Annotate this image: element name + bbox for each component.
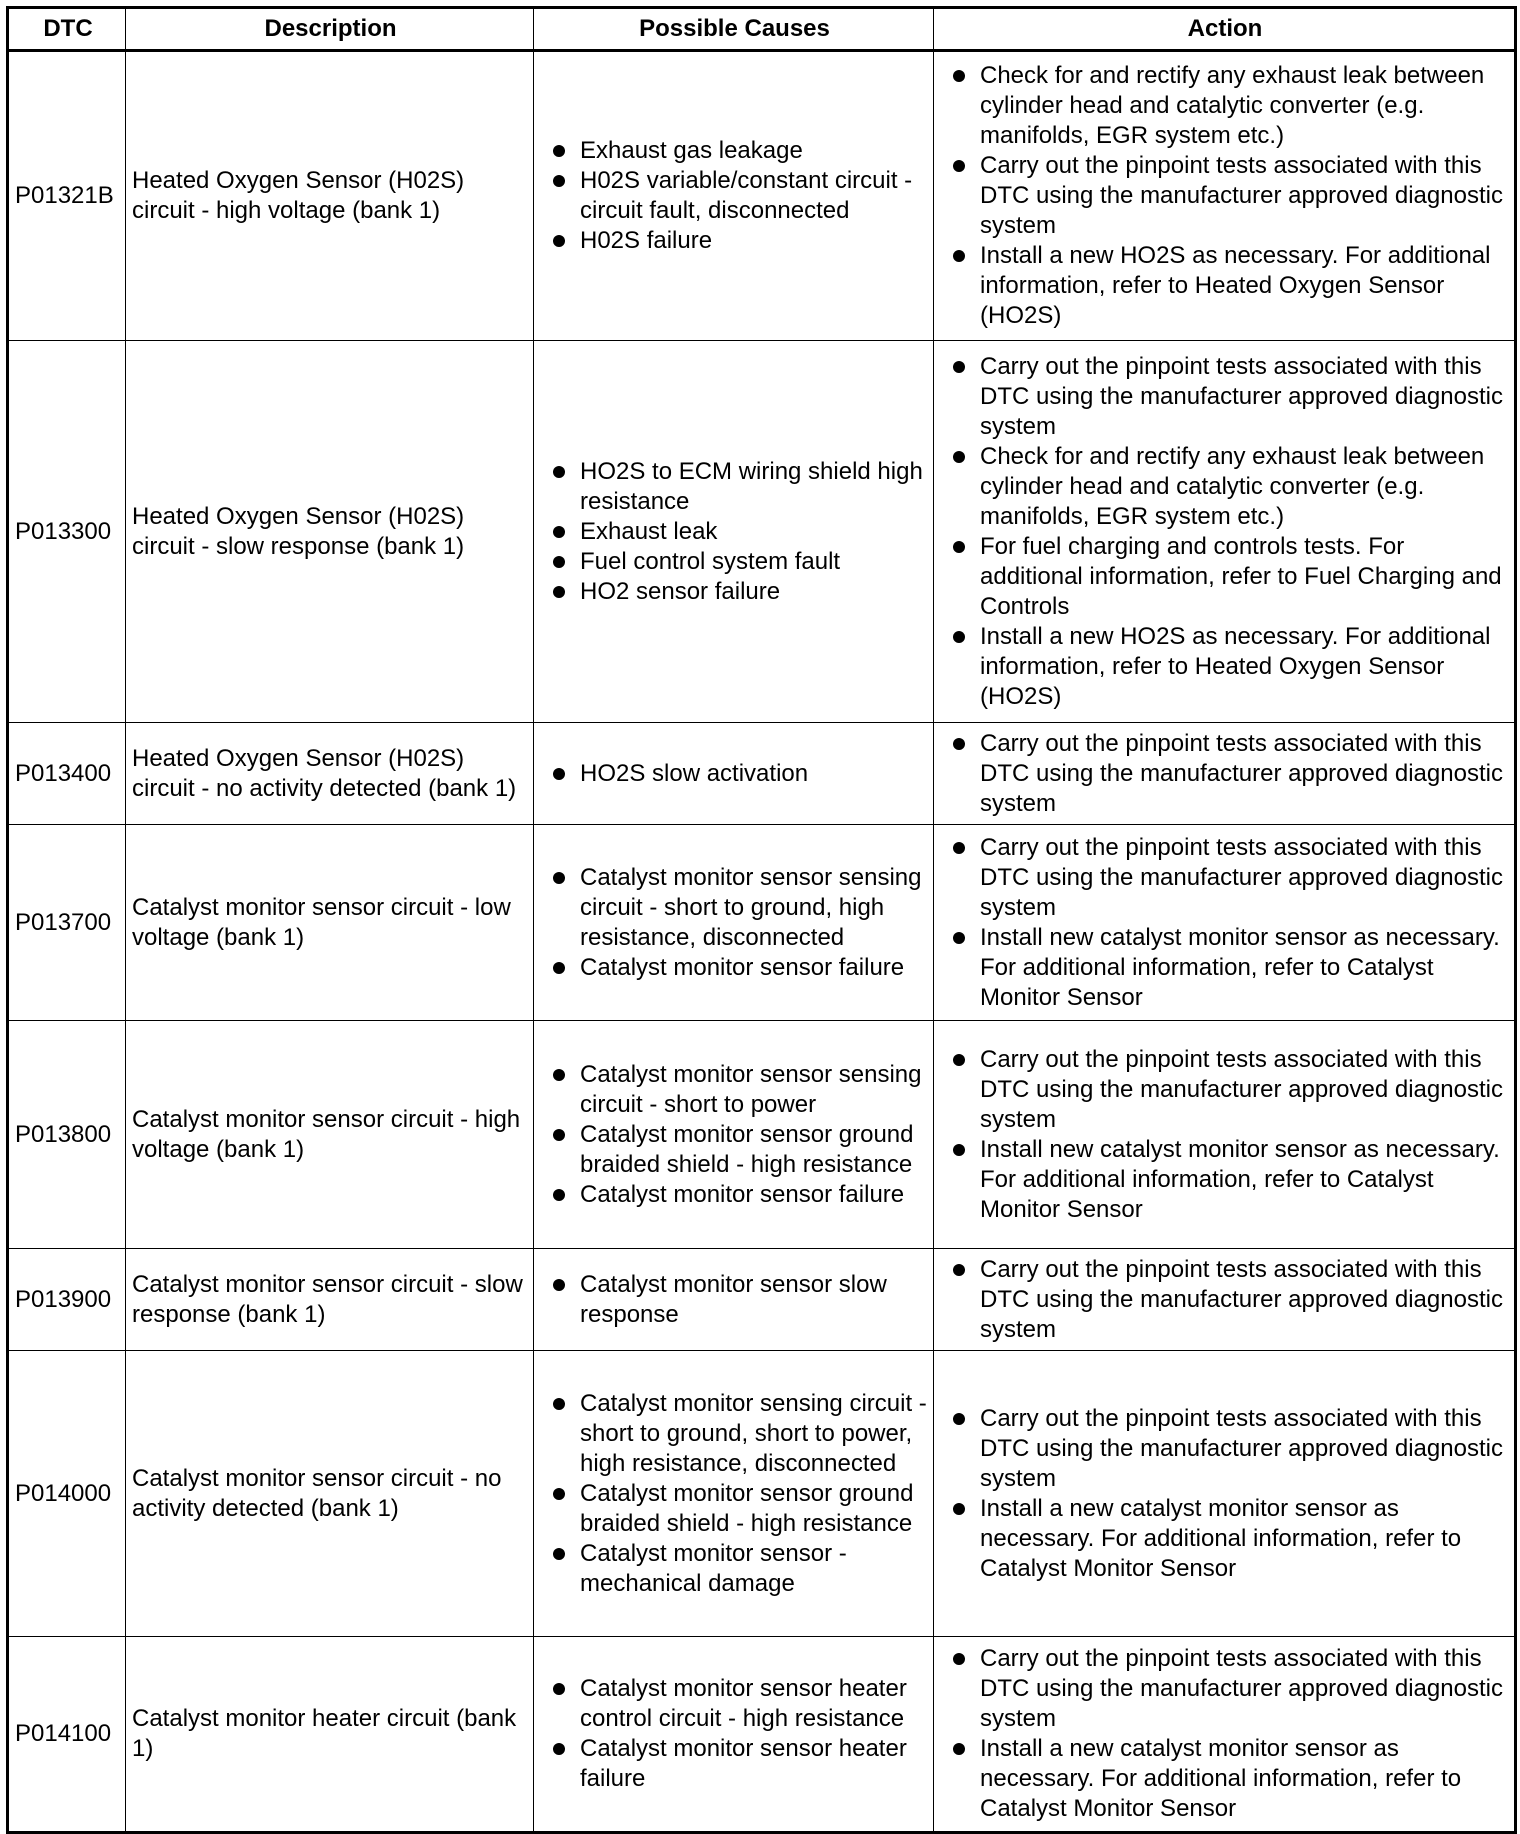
action-item: Carry out the pinpoint tests associated with this DTC using the manufacturer approved diagnostic system	[940, 1644, 1510, 1734]
table-header-row	[8, 8, 1516, 51]
dtc-description: Catalyst monitor sensor circuit - slow response (bank 1)	[126, 1249, 534, 1351]
table-row	[8, 51, 1516, 341]
action-cell	[934, 1637, 1516, 1833]
possible-causes-list	[540, 1674, 929, 1794]
possible-causes-list	[540, 136, 929, 256]
dtc-description: Catalyst monitor sensor circuit - no activity detected (bank 1)	[126, 1351, 534, 1637]
dtc-code: P014000	[8, 1351, 126, 1637]
action-list	[940, 1644, 1510, 1824]
header-dtc: DTC	[8, 8, 126, 51]
action-list	[940, 1045, 1510, 1225]
action-cell	[934, 1351, 1516, 1637]
table-row	[8, 341, 1516, 723]
dtc-description: Heated Oxygen Sensor (H02S) circuit - high voltage (bank 1)	[126, 51, 534, 341]
possible-causes-cell	[534, 1637, 934, 1833]
possible-causes-cell	[534, 1021, 934, 1249]
action-list	[940, 1255, 1510, 1345]
action-item: Carry out the pinpoint tests associated with this DTC using the manufacturer approved diagnostic system	[940, 1255, 1510, 1345]
possible-causes-list	[540, 759, 929, 789]
possible-cause-item: Catalyst monitor sensor heater control circuit - high resistance	[540, 1674, 929, 1734]
action-item: Check for and rectify any exhaust leak between cylinder head and catalytic converter (e.g. manifolds, EGR system etc.)	[940, 442, 1510, 532]
possible-cause-item: HO2S to ECM wiring shield high resistance	[540, 457, 929, 517]
dtc-table	[6, 6, 1517, 1834]
possible-causes-cell	[534, 1351, 934, 1637]
possible-cause-item: Exhaust leak	[540, 517, 929, 547]
possible-cause-item: Catalyst monitor sensor failure	[540, 953, 929, 983]
header-possible-causes: Possible Causes	[534, 8, 934, 51]
possible-cause-item: Catalyst monitor sensor sensing circuit - short to ground, high resistance, disconnected	[540, 863, 929, 953]
header-description: Description	[126, 8, 534, 51]
action-list	[940, 1404, 1510, 1584]
possible-causes-cell	[534, 51, 934, 341]
action-item: Carry out the pinpoint tests associated with this DTC using the manufacturer approved diagnostic system	[940, 1045, 1510, 1135]
possible-cause-item: Catalyst monitor sensor heater failure	[540, 1734, 929, 1794]
possible-cause-item: Catalyst monitor sensor ground braided shield - high resistance	[540, 1120, 929, 1180]
action-item: Install a new catalyst monitor sensor as necessary. For additional information, refer to Catalyst Monitor Sensor	[940, 1734, 1510, 1824]
action-cell	[934, 1249, 1516, 1351]
action-item: Install new catalyst monitor sensor as necessary. For additional information, refer to Catalyst Monitor Sensor	[940, 923, 1510, 1013]
possible-cause-item: Fuel control system fault	[540, 547, 929, 577]
dtc-code: P013900	[8, 1249, 126, 1351]
table-row	[8, 825, 1516, 1021]
action-item: Carry out the pinpoint tests associated with this DTC using the manufacturer approved diagnostic system	[940, 833, 1510, 923]
dtc-code: P013300	[8, 341, 126, 723]
action-list	[940, 352, 1510, 712]
possible-causes-list	[540, 1270, 929, 1330]
action-cell	[934, 723, 1516, 825]
action-cell	[934, 1021, 1516, 1249]
action-item: Install new catalyst monitor sensor as necessary. For additional information, refer to Catalyst Monitor Sensor	[940, 1135, 1510, 1225]
dtc-description: Heated Oxygen Sensor (H02S) circuit - slow response (bank 1)	[126, 341, 534, 723]
table-body	[8, 51, 1516, 1833]
possible-cause-item: Exhaust gas leakage	[540, 136, 929, 166]
dtc-code: P013700	[8, 825, 126, 1021]
possible-cause-item: HO2S slow activation	[540, 759, 929, 789]
possible-causes-cell	[534, 825, 934, 1021]
dtc-description: Catalyst monitor sensor circuit - low voltage (bank 1)	[126, 825, 534, 1021]
action-cell	[934, 51, 1516, 341]
action-item: Carry out the pinpoint tests associated with this DTC using the manufacturer approved diagnostic system	[940, 729, 1510, 819]
table-row	[8, 1249, 1516, 1351]
action-cell	[934, 341, 1516, 723]
action-item: Install a new HO2S as necessary. For additional information, refer to Heated Oxygen Sensor (HO2S)	[940, 622, 1510, 712]
action-list	[940, 833, 1510, 1013]
dtc-code: P013400	[8, 723, 126, 825]
action-list	[940, 729, 1510, 819]
action-list	[940, 61, 1510, 331]
table-row	[8, 1021, 1516, 1249]
action-item: Carry out the pinpoint tests associated with this DTC using the manufacturer approved diagnostic system	[940, 352, 1510, 442]
possible-causes-list	[540, 1060, 929, 1210]
dtc-description: Heated Oxygen Sensor (H02S) circuit - no activity detected (bank 1)	[126, 723, 534, 825]
table-row	[8, 723, 1516, 825]
possible-cause-item: Catalyst monitor sensor ground braided shield - high resistance	[540, 1479, 929, 1539]
dtc-code: P01321B	[8, 51, 126, 341]
action-item: Install a new catalyst monitor sensor as necessary. For additional information, refer to Catalyst Monitor Sensor	[940, 1494, 1510, 1584]
table-row	[8, 1351, 1516, 1637]
dtc-description: Catalyst monitor heater circuit (bank 1)	[126, 1637, 534, 1833]
possible-cause-item: H02S variable/constant circuit - circuit fault, disconnected	[540, 166, 929, 226]
dtc-code: P014100	[8, 1637, 126, 1833]
possible-causes-list	[540, 863, 929, 983]
possible-cause-item: Catalyst monitor sensor sensing circuit - short to power	[540, 1060, 929, 1120]
action-item: Check for and rectify any exhaust leak between cylinder head and catalytic converter (e.g. manifolds, EGR system etc.)	[940, 61, 1510, 151]
action-item: For fuel charging and controls tests. For additional information, refer to Fuel Charging and Controls	[940, 532, 1510, 622]
header-action: Action	[934, 8, 1516, 51]
possible-cause-item: HO2 sensor failure	[540, 577, 929, 607]
dtc-description: Catalyst monitor sensor circuit - high voltage (bank 1)	[126, 1021, 534, 1249]
possible-cause-item: H02S failure	[540, 226, 929, 256]
possible-causes-list	[540, 1389, 929, 1599]
action-item: Carry out the pinpoint tests associated with this DTC using the manufacturer approved diagnostic system	[940, 151, 1510, 241]
action-cell	[934, 825, 1516, 1021]
possible-causes-cell	[534, 341, 934, 723]
action-item: Install a new HO2S as necessary. For additional information, refer to Heated Oxygen Sensor (HO2S)	[940, 241, 1510, 331]
possible-cause-item: Catalyst monitor sensor failure	[540, 1180, 929, 1210]
possible-causes-cell	[534, 1249, 934, 1351]
dtc-code: P013800	[8, 1021, 126, 1249]
action-item: Carry out the pinpoint tests associated with this DTC using the manufacturer approved diagnostic system	[940, 1404, 1510, 1494]
possible-cause-item: Catalyst monitor sensor slow response	[540, 1270, 929, 1330]
possible-cause-item: Catalyst monitor sensing circuit - short to ground, short to power, high resistance, disconnected	[540, 1389, 929, 1479]
possible-causes-cell	[534, 723, 934, 825]
table-row	[8, 1637, 1516, 1833]
dtc-table-container	[6, 6, 1514, 1828]
possible-causes-list	[540, 457, 929, 607]
possible-cause-item: Catalyst monitor sensor - mechanical damage	[540, 1539, 929, 1599]
